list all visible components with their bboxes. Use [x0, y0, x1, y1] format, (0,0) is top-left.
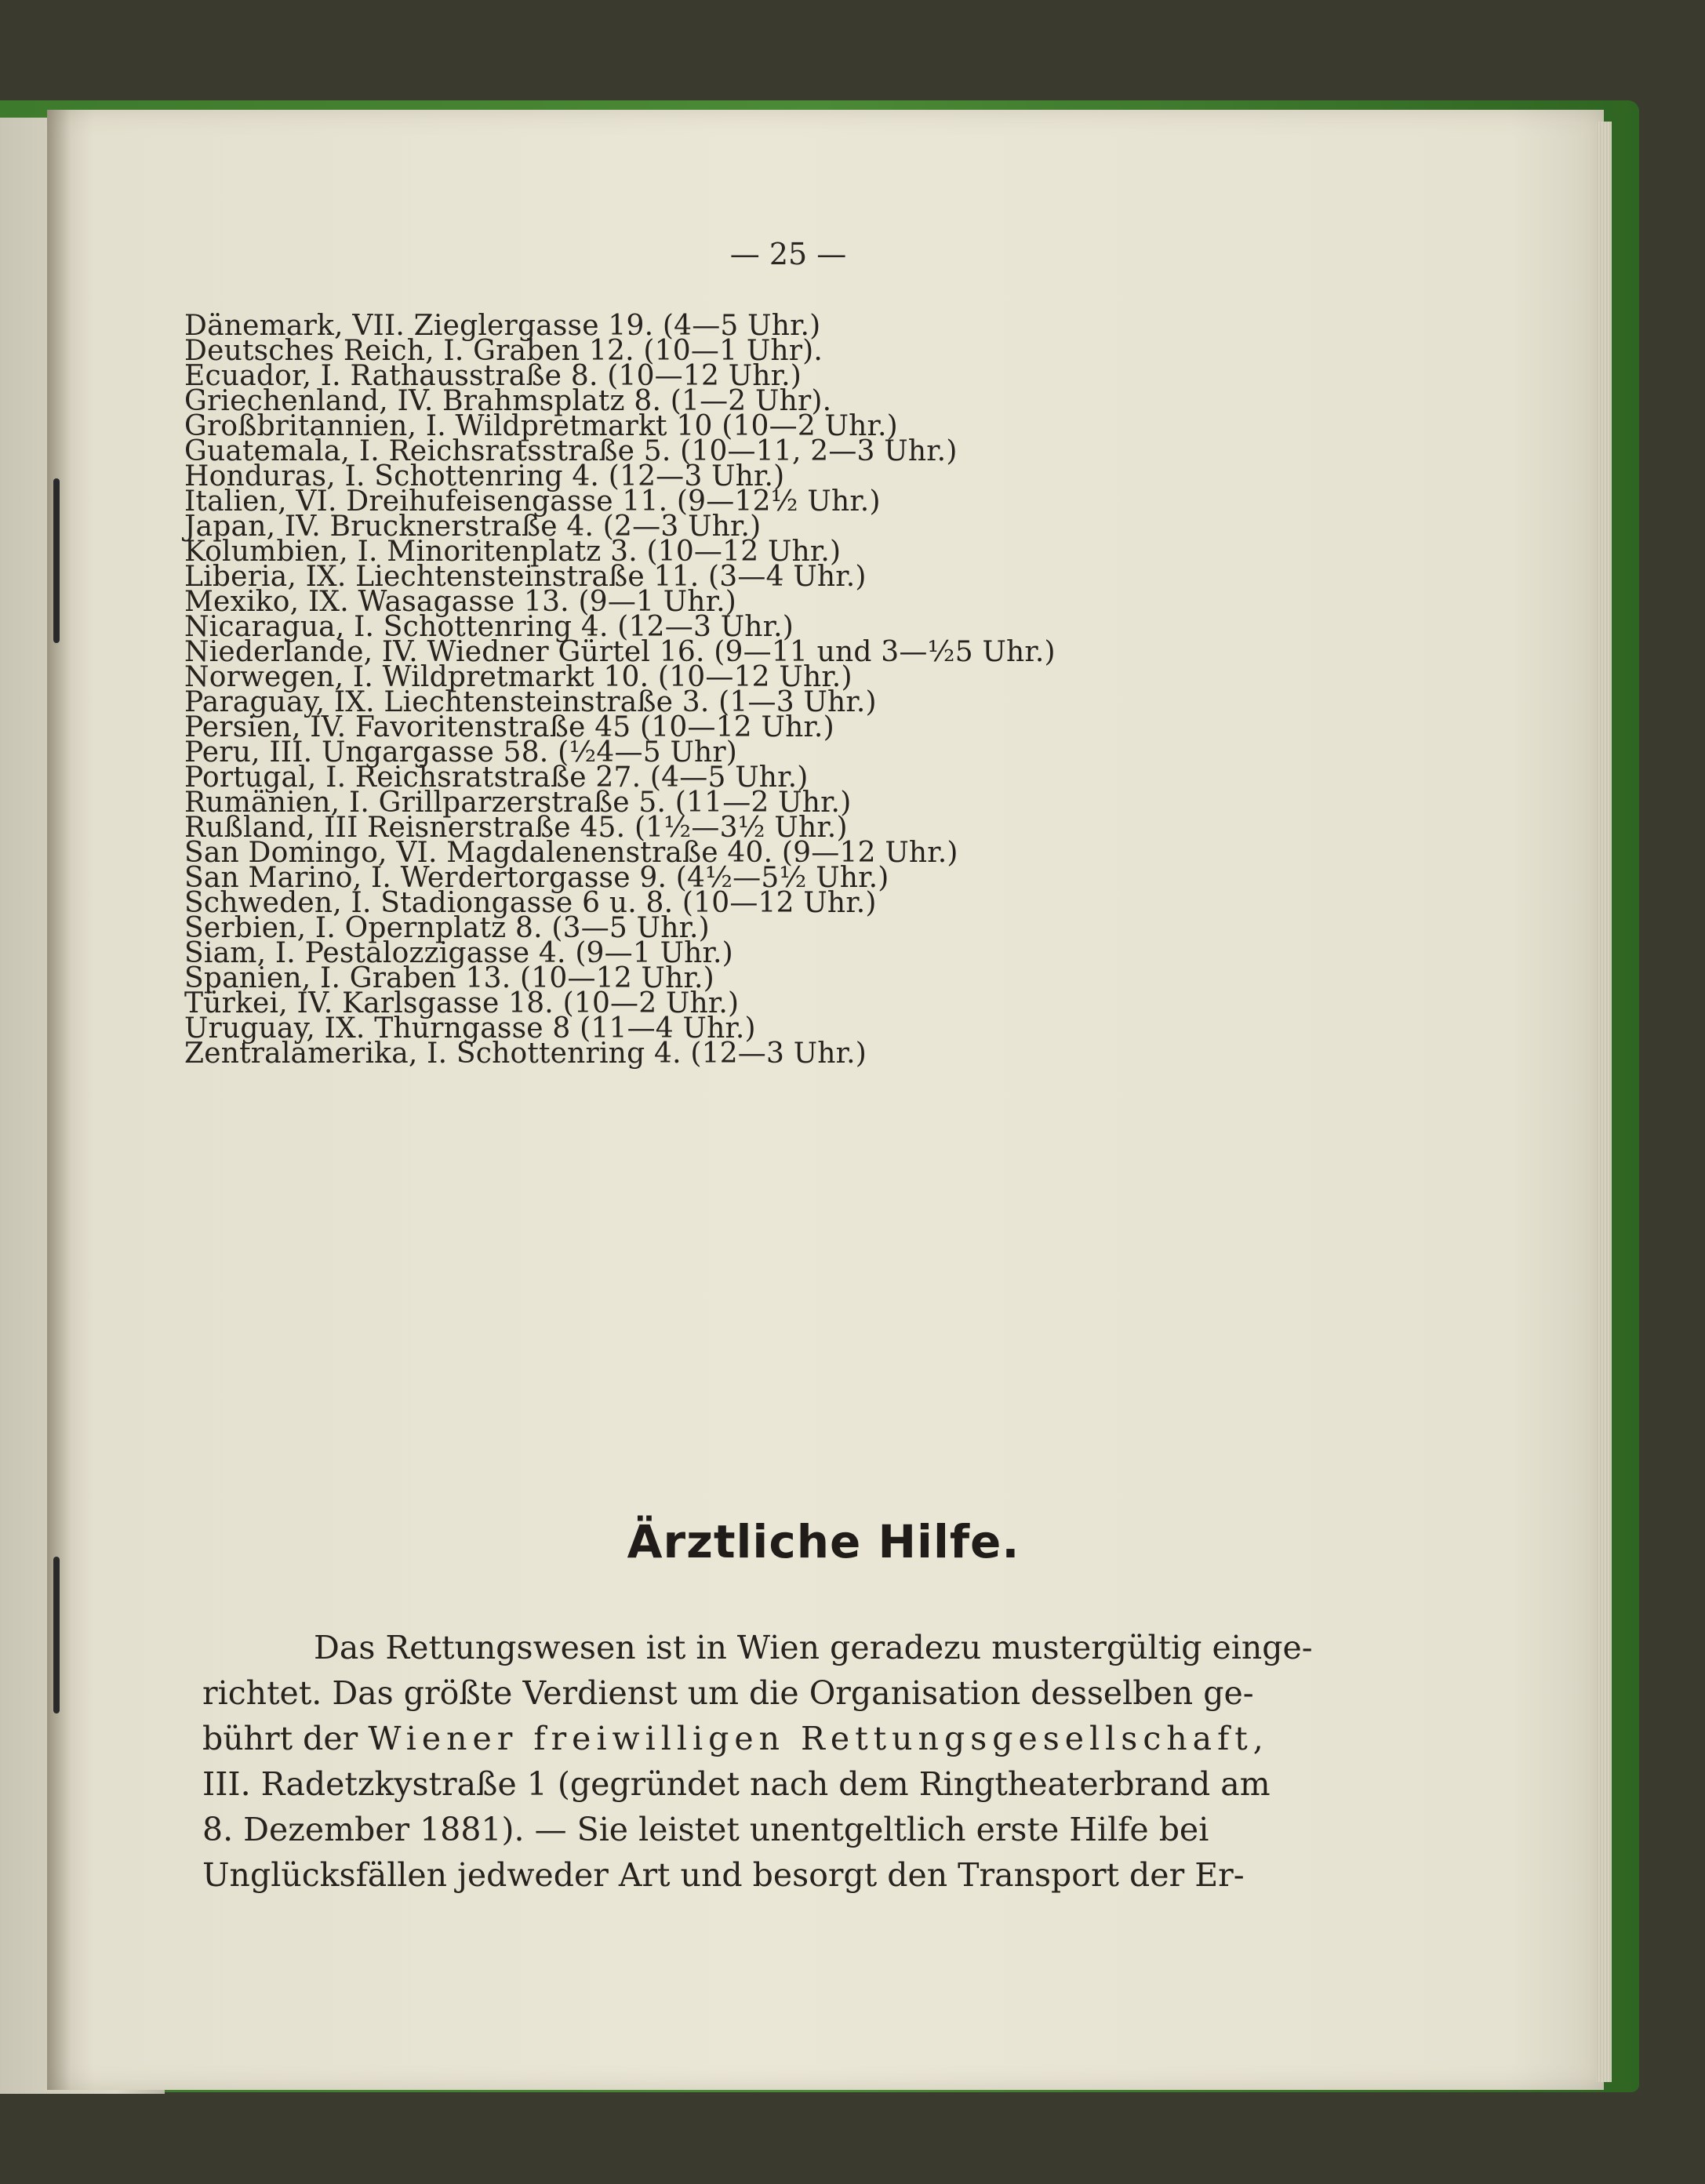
- list-item: Rumänien, I. Grillparzerstraße 5. (11—2 Uhr.): [184, 787, 852, 819]
- gutter-shadow: [47, 110, 71, 2090]
- list-item: Dänemark, VII. Zieglergasse 19. (4—5 Uhr.): [184, 310, 821, 342]
- list-item: Mexiko, IX. Wasagasse 13. (9—1 Uhr.): [184, 586, 737, 618]
- list-item: Honduras, I. Schottenring 4. (12—3 Uhr.): [184, 460, 785, 492]
- list-item: Kolumbien, I. Minoritenplatz 3. (10—12 Uhr.): [184, 536, 842, 568]
- list-item: Großbritannien, I. Wildpretmarkt 10 (10—2 Uhr.): [184, 410, 898, 442]
- list-item: Nicaragua, I. Schottenring 4. (12—3 Uhr.): [184, 611, 794, 643]
- paragraph-text: ,: [1252, 1720, 1263, 1757]
- paragraph-line: richtet. Das größte Verdienst um die Organisation desselben ge-: [202, 1674, 1254, 1712]
- list-item: Japan, IV. Brucknerstraße 4. (2—3 Uhr.): [184, 511, 762, 543]
- list-item: Italien, VI. Dreihufeisengasse 11. (9—12½ Uhr.): [184, 485, 881, 518]
- list-item: Ecuador, I. Rathausstraße 8. (10—12 Uhr.): [184, 360, 802, 392]
- embassy-list: [184, 310, 1439, 1070]
- list-item: Norwegen, I. Wildpretmarkt 10. (10—12 Uhr.): [184, 661, 852, 693]
- paragraph-line: III. Radetzkystraße 1 (gegründet nach dem Ringtheaterbrand am: [202, 1765, 1271, 1803]
- list-item: Türkei, IV. Karlsgasse 18. (10—2 Uhr.): [184, 987, 740, 1019]
- paragraph-text: bührt der: [202, 1720, 369, 1757]
- paragraph-line: Das Rettungswesen ist in Wien geradezu mustergültig einge-: [314, 1629, 1313, 1666]
- list-item: Griechenland, IV. Brahmsplatz 8. (1—2 Uhr).: [184, 385, 832, 417]
- list-item: Spanien, I. Graben 13. (10—12 Uhr.): [184, 962, 714, 994]
- list-item: Zentralamerika, I. Schottenring 4. (12—3 Uhr.): [184, 1037, 867, 1070]
- page-stack-edge: [1596, 122, 1612, 2082]
- list-item: Uruguay, IX. Thurngasse 8 (11—4 Uhr.): [184, 1012, 756, 1045]
- body-paragraph: [202, 1625, 1426, 1898]
- emphasized-name: Wiener freiwilligen Rettungsgesellschaft: [368, 1720, 1253, 1757]
- list-item: Deutsches Reich, I. Graben 12. (10—1 Uhr).: [184, 335, 823, 367]
- section-heading: Ärztliche Hilfe.: [627, 1515, 1020, 1568]
- list-item: Paraguay, IX. Liechtensteinstraße 3. (1—3 Uhr.): [184, 686, 877, 718]
- paragraph-line: Unglücksfällen jedweder Art und besorgt den Transport der Er-: [202, 1856, 1245, 1894]
- list-item: San Marino, I. Werdertorgasse 9. (4½—5½ Uhr.): [184, 862, 889, 894]
- list-item: Peru, III. Ungargasse 58. (½4—5 Uhr): [184, 736, 738, 769]
- list-item: Rußland, III Reisnerstraße 45. (1½—3½ Uhr.): [184, 812, 848, 844]
- paragraph-line: [202, 1716, 1426, 1761]
- list-item: Niederlande, IV. Wiedner Gürtel 16. (9—11 und 3—½5 Uhr.): [184, 636, 1056, 668]
- list-item: Liberia, IX. Liechtensteinstraße 11. (3—4 Uhr.): [184, 561, 867, 593]
- list-item: Serbien, I. Opernplatz 8. (3—5 Uhr.): [184, 912, 710, 944]
- list-item: Siam, I. Pestalozzigasse 4. (9—1 Uhr.): [184, 937, 733, 969]
- list-item: Schweden, I. Stadiongasse 6 u. 8. (10—12 Uhr.): [184, 887, 877, 919]
- paragraph-line: 8. Dezember 1881). — Sie leistet unentgeltlich erste Hilfe bei: [202, 1811, 1209, 1848]
- binding-thread: [53, 1557, 60, 1713]
- list-item: San Domingo, VI. Magdalenenstraße 40. (9—12 Uhr.): [184, 837, 958, 869]
- page-number: — 25 —: [729, 237, 847, 271]
- list-item: Portugal, I. Reichsratstraße 27. (4—5 Uhr.): [184, 761, 809, 794]
- list-item: Guatemala, I. Reichsratsstraße 5. (10—11, 2—3 Uhr.): [184, 435, 958, 467]
- list-item: Persien, IV. Favoritenstraße 45 (10—12 Uhr.): [184, 711, 834, 743]
- binding-thread: [53, 478, 60, 643]
